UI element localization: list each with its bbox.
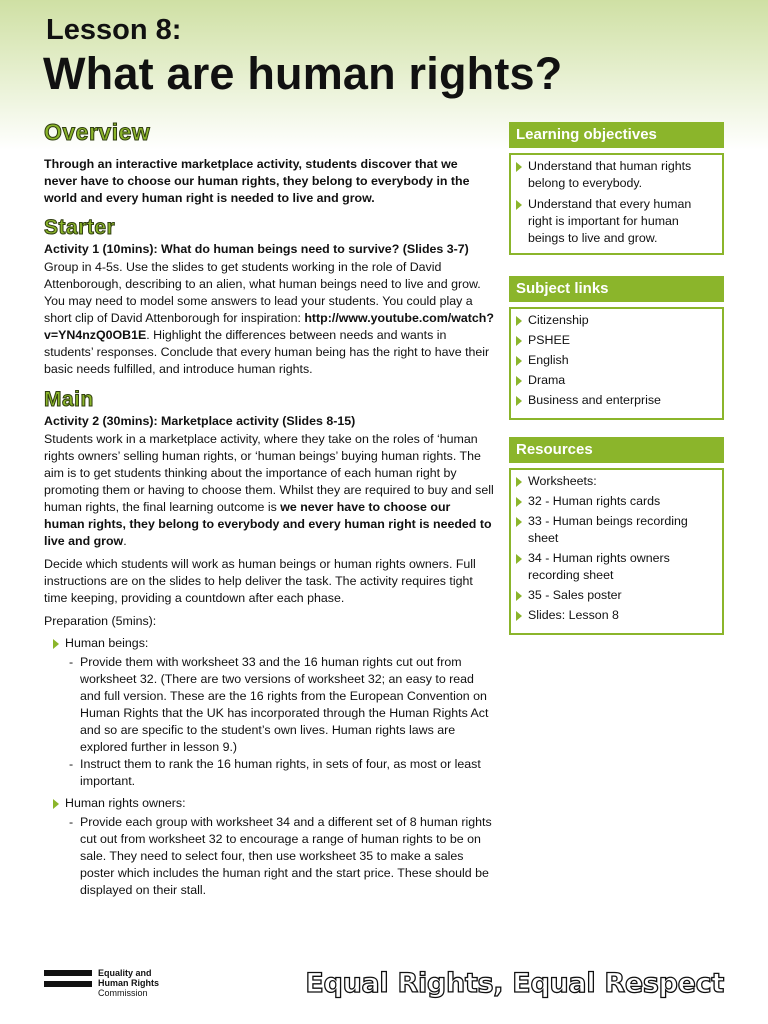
starter-text-2: . Highlight the differences between needs and wants in students’ responses. Conclude that every human being has the right to have their basic needs fulfilled, and introduce human rights. xyxy=(44,328,490,376)
subject-link-text: Business and enterprise xyxy=(528,393,661,407)
triangle-bullet-icon xyxy=(516,336,522,346)
subject-link-text: PSHEE xyxy=(528,333,571,347)
list-item xyxy=(515,196,716,247)
triangle-bullet-icon xyxy=(516,200,522,210)
list-item xyxy=(44,635,494,790)
resource-text: Slides: Lesson 8 xyxy=(528,608,619,622)
subject-link-text: Drama xyxy=(528,373,566,387)
list-item xyxy=(515,493,716,510)
list-item xyxy=(44,795,494,899)
dash-bullet: - xyxy=(69,655,74,669)
subject-link-text: Citizenship xyxy=(528,313,589,327)
main-para-1 xyxy=(44,431,494,550)
resource-text: 34 - Human rights owners recording sheet xyxy=(528,551,670,582)
activity-2-title: Activity 2 (30mins): Marketplace activity (Slides 8-15) xyxy=(44,414,356,428)
starter-text xyxy=(44,259,494,378)
main-para-1-end: . xyxy=(123,534,127,548)
resource-text: 33 - Human beings recording sheet xyxy=(528,514,688,545)
learning-objectives-heading: Learning objectives xyxy=(509,122,724,148)
list-item xyxy=(515,332,716,349)
preparation-label: Preparation (5mins): xyxy=(44,614,157,628)
resource-text: Worksheets: xyxy=(528,474,597,488)
main-para-1-text: Students work in a marketplace activity, where they take on the roles of ‘human rights owners’ selling human rights, or ‘human beings’ buying human rights. The aim is to get students thinking about the importance of each human right by promoting them or having to choose them. Whilst they are required to buy and sell human rights, the final learning outcome is xyxy=(44,432,494,514)
resources-heading: Resources xyxy=(509,437,724,463)
dash-bullet: - xyxy=(69,815,74,829)
page-title: What are human rights? xyxy=(43,48,563,99)
human-beings-label: Human beings: xyxy=(65,636,149,650)
list-item xyxy=(515,372,716,389)
youtube-link[interactable]: http://www.youtube.com/watch?v=YN4nzQ0OB1E xyxy=(44,311,494,342)
human-rights-owners-label: Human rights owners: xyxy=(65,796,186,810)
list-item xyxy=(515,550,716,584)
starter-text-1: Group in 4-5s. Use the slides to get students working in the role of David Attenborough, describing to an alien, what human beings need to live and grow. You may need to model some answers to lead your students. You could play a short clip of David Attenborough for inspiration: xyxy=(44,260,481,325)
objective-text: Understand that every human right is important for human beings to live and grow. xyxy=(528,197,692,245)
logo-bars-icon xyxy=(44,970,92,992)
learning-objectives-box xyxy=(509,153,724,255)
triangle-bullet-icon xyxy=(516,611,522,621)
triangle-bullet-icon xyxy=(516,497,522,507)
logo-line-3: Commission xyxy=(98,988,148,998)
learning-objectives-panel xyxy=(509,122,724,255)
overview-intro: Through an interactive marketplace activity, students discover that we never have to choose our human rights, they belong to everybody in the world and every human right is needed to live and grow. xyxy=(44,157,470,205)
list-item xyxy=(515,587,716,604)
footer-tagline: Equal Rights, Equal Respect xyxy=(305,968,724,999)
subject-links-box xyxy=(509,307,724,420)
main-heading: Main xyxy=(44,388,94,411)
list-item xyxy=(69,756,494,790)
resource-text: 35 - Sales poster xyxy=(528,588,622,602)
overview-heading: Overview xyxy=(44,119,151,145)
triangle-bullet-icon xyxy=(516,591,522,601)
human-beings-step-2: Instruct them to rank the 16 human rights, in sets of four, as most or least important. xyxy=(80,757,481,788)
list-item xyxy=(515,352,716,369)
logo-line-1: Equality and xyxy=(98,968,152,978)
list-item xyxy=(515,312,716,329)
subject-link-text: English xyxy=(528,353,569,367)
ehrc-logo xyxy=(44,968,184,998)
triangle-bullet-icon xyxy=(516,376,522,386)
starter-heading: Starter xyxy=(44,216,116,239)
list-item xyxy=(515,392,716,409)
owners-steps xyxy=(69,814,494,899)
list-item xyxy=(515,607,716,624)
main-para-2: Decide which students will work as human beings or human rights owners. Full instructions are on the slides to help deliver the task. The activity requires tight time keeping, providing a countdown after each phase. xyxy=(44,557,476,605)
human-beings-steps xyxy=(69,654,494,790)
logo-text xyxy=(98,968,159,998)
resources-panel xyxy=(509,437,724,635)
triangle-bullet-icon xyxy=(516,162,522,172)
activity-1-title: Activity 1 (10mins): What do human beings need to survive? (Slides 3-7) xyxy=(44,242,469,256)
triangle-bullet-icon xyxy=(53,799,59,809)
resource-text: 32 - Human rights cards xyxy=(528,494,661,508)
subject-links-panel xyxy=(509,276,724,420)
list-item xyxy=(515,473,716,490)
list-item xyxy=(69,654,494,756)
resources-box xyxy=(509,468,724,635)
main-column xyxy=(44,118,494,900)
triangle-bullet-icon xyxy=(516,316,522,326)
list-item xyxy=(515,158,716,192)
main-para-1-bold: we never have to choose our human rights, they belong to everybody and every human right is needed to live and grow xyxy=(44,500,492,548)
triangle-bullet-icon xyxy=(516,477,522,487)
subject-links-heading: Subject links xyxy=(509,276,724,302)
list-item xyxy=(515,513,716,547)
objective-text: Understand that human rights belong to everybody. xyxy=(528,159,692,190)
triangle-bullet-icon xyxy=(516,396,522,406)
logo-line-2: Human Rights xyxy=(98,978,160,988)
dash-bullet: - xyxy=(69,757,74,771)
triangle-bullet-icon xyxy=(516,517,522,527)
triangle-bullet-icon xyxy=(516,554,522,564)
owners-step-1: Provide each group with worksheet 34 and a different set of 8 human rights cut out from worksheet 32 to encourage a range of human rights to be on sale. They need to select four, then use worksheet 35 to make a sales poster which includes the human right and the start price. These should be displayed on their stall. xyxy=(80,815,492,897)
human-beings-step-1: Provide them with worksheet 33 and the 16 human rights cut out from worksheet 32. (There are two versions of worksheet 32; an easy to read and full version. These are the 16 rights from the European Convention on Human Rights that the UK has incorporated through the Human Rights Act and so are specific to the student’s own lives. Human rights laws are explored further in lesson 9.) xyxy=(80,655,489,754)
triangle-bullet-icon xyxy=(53,639,59,649)
preparation-list xyxy=(44,635,494,899)
triangle-bullet-icon xyxy=(516,356,522,366)
lesson-number: Lesson 8: xyxy=(46,14,182,46)
list-item xyxy=(69,814,494,899)
